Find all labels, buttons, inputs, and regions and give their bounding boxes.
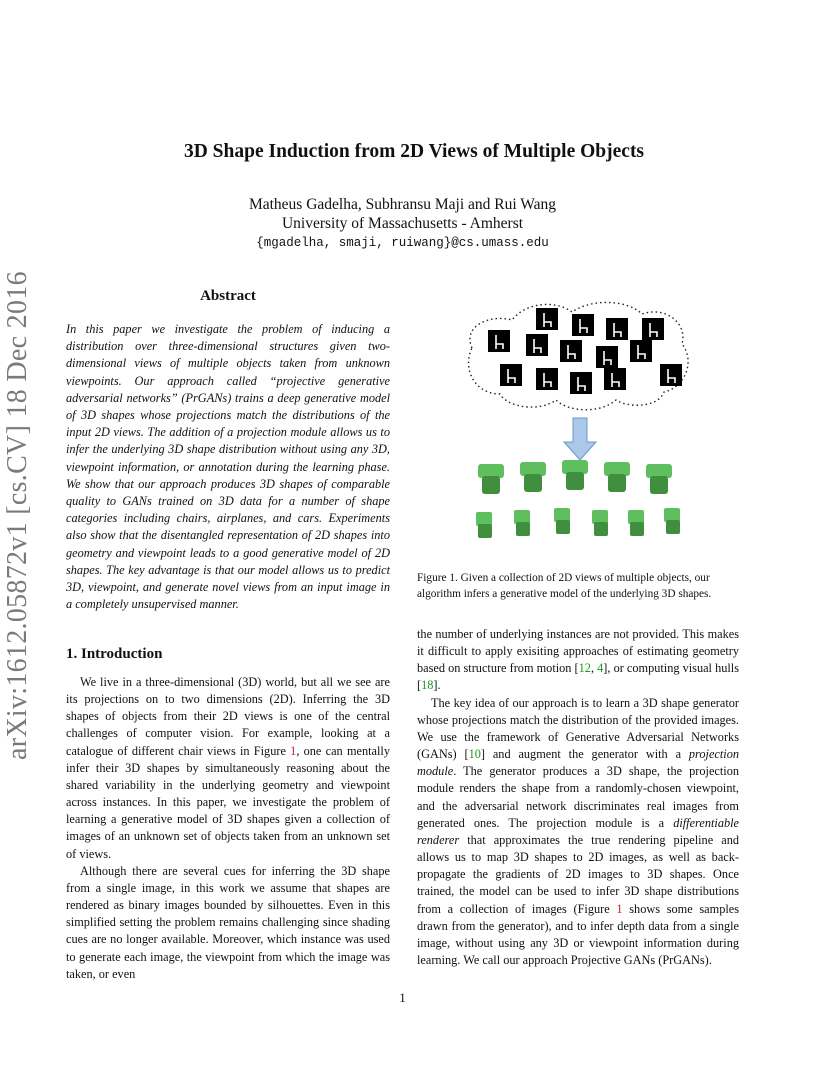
voxel-chair-seat [604,462,630,476]
citation-link[interactable]: 12 [578,661,591,676]
chair-view-tile [596,346,618,368]
voxel-chair-body [566,472,584,490]
voxel-chair-seat [478,464,504,478]
chair-view-tile [604,368,626,390]
author-block [0,195,805,233]
emphasis: projection module [417,747,739,779]
figure-reference-link[interactable]: 1 [616,901,623,916]
voxel-chair-back [514,510,530,524]
voxel-chair-legs [594,522,608,536]
right-column-body [417,626,739,969]
section-heading-introduction: 1. Introduction [66,646,163,662]
voxel-chair-seat [520,462,546,476]
chair-view-tile [660,364,682,386]
down-arrow [564,418,596,460]
figure-1-illustration [460,296,700,544]
figure-1 [460,296,700,544]
voxel-chair-back [628,510,644,524]
voxel-chair-legs [666,520,680,534]
arxiv-stamp: arXiv:1612.05872v1 [cs.CV] 18 Dec 2016 [2,271,33,760]
figure-reference-link[interactable]: 1 [290,743,297,758]
chair-view-tile [488,330,510,352]
voxel-chair-legs [478,524,492,538]
email: {mgadelha, smaji, ruiwang}@cs.umass.edu [256,236,549,250]
figure-caption: Figure 1. Given a collection of 2D views of multiple objects, our algorithm infers a generative model of the underlying 3D shapes. [417,572,712,600]
text-run: ], or computing visual hulls [ [417,661,739,693]
text-run: . The generator produces a 3D shape, the projection module renders the shape from a randomly-chosen viewpoint, and the adversarial network discriminates real images from generated ones. The projection module is a [417,764,739,830]
text-run: shows some samples drawn from the generator), and to infer depth data from a single image, without using any 3D or viewpoint information during learning. We call our approach Projective GANs (PrGANs). [417,901,739,967]
text-run: ] and augment the generator with a [480,747,689,762]
text-run: the number of underlying instances are not provided. This makes it difficult to apply exisiting approaches of estimating geometry based on structure from motion [ [417,627,739,676]
intro-paragraph-1 [66,674,390,863]
chair-view-tile [536,308,558,330]
voxel-chair-back [592,510,608,524]
voxel-chair-back [664,508,680,522]
text-run: ]. [433,678,441,693]
intro-paragraph-3 [417,626,739,695]
left-column-body [66,674,390,983]
text-run: , [590,661,598,676]
citation-link[interactable]: 4 [597,661,604,676]
chair-view-tile [642,318,664,340]
voxel-chair-legs [556,520,570,534]
text-run: that approximates the true rendering pipeline and allows us to map 3D shapes to 2D images, as well as back-propagate the gradients of 2D images to 3D shapes. Once trained, the model can be used to infer 3D shape distributions from a collection of images (Figure [417,832,739,916]
voxel-chair-body [608,474,626,492]
intro-paragraph-2: Although there are several cues for inferring the 3D shape from a single image, in this work we assume that shapes are rendered as binary images bounded by silhouettes. Even in this simplified setting the problem remains challenging since shading cues are no longer available. Moreover, which instance was used to generate each image, the viewpoint from which the image was taken, or even [66,863,390,981]
citation-link[interactable]: 18 [421,678,434,693]
voxel-chair-back [554,508,570,522]
page-number: 1 [399,990,406,1005]
intro-paragraph-4 [417,695,739,970]
abstract-text: In this paper we investigate the problem of inducing a distribution over three-dimensional structures given two-dimensional views of multiple objects taken from unknown viewpoints. Our approach called “projective generative adversarial networks” (PrGANs) trains a deep generative model of 3D shapes whose projections match the distributions of the input 2D views. The addition of a projection module allows us to infer the underlying 3D shape distribution without using any 3D, viewpoint information, or annotation during the learning phase. We show that our approach produces 3D shapes of comparable quality to GANs trained on 3D data for a number of shape categories including chairs, airplanes, and cars. Experiments also show that the disentangled representation of 2D shapes into geometry and viewpoint leads to a good generative model of 2D shapes. The key advantage is that our model allows us to predict 3D, viewpoint, and generate novel views from an input image in a completely unsupervised manner. [66,322,390,612]
citation-link[interactable]: 10 [468,747,481,762]
emphasis: differentiable renderer [417,815,739,847]
text-run: , one can mentally infer their 3D shapes by simultaneously reasoning about the shared variability in the underlying geometry and viewpoint across instances. In this paper, we investigate the problem of learning a generative model of 3D shapes given a collection of images of an unknown set of objects taken from an unknown set of views. [66,743,390,861]
chair-view-tile [526,334,548,356]
chair-view-tile [630,340,652,362]
chair-view-tile [536,368,558,390]
voxel-chair-body [482,476,500,494]
voxel-chair-body [650,476,668,494]
chair-view-tile [572,314,594,336]
abstract-heading: Abstract [200,288,256,304]
chair-view-tile [570,372,592,394]
voxel-chair-legs [516,522,530,536]
affiliation: University of Massachusetts - Amherst [281,215,524,232]
voxel-chair-seat [646,464,672,478]
voxel-chair-body [524,474,542,492]
voxel-chair-legs [630,522,644,536]
chair-view-tile [560,340,582,362]
chair-view-tile [606,318,628,340]
paper-title: 3D Shape Induction from 2D Views of Multiple Objects [183,141,645,162]
text-run: We live in a three-dimensional (3D) world, but all we see are its projections on to two dimensions (2D). Inferring the 3D shapes of objects from their 2D views is one of the central challenges of computer vision. For example, looking at a catalogue of different chair views in Figure [66,675,390,758]
chair-view-tile [500,364,522,386]
voxel-chair-seat [562,460,588,474]
voxel-chair-back [476,512,492,526]
authors: Matheus Gadelha, Subhransu Maji and Rui Wang [248,196,557,213]
text-run: The key idea of our approach is to learn a 3D shape generator whose projections match the distribution of the provided images. We use the framework of Generative Adversarial Networks (GANs) [ [417,695,739,762]
